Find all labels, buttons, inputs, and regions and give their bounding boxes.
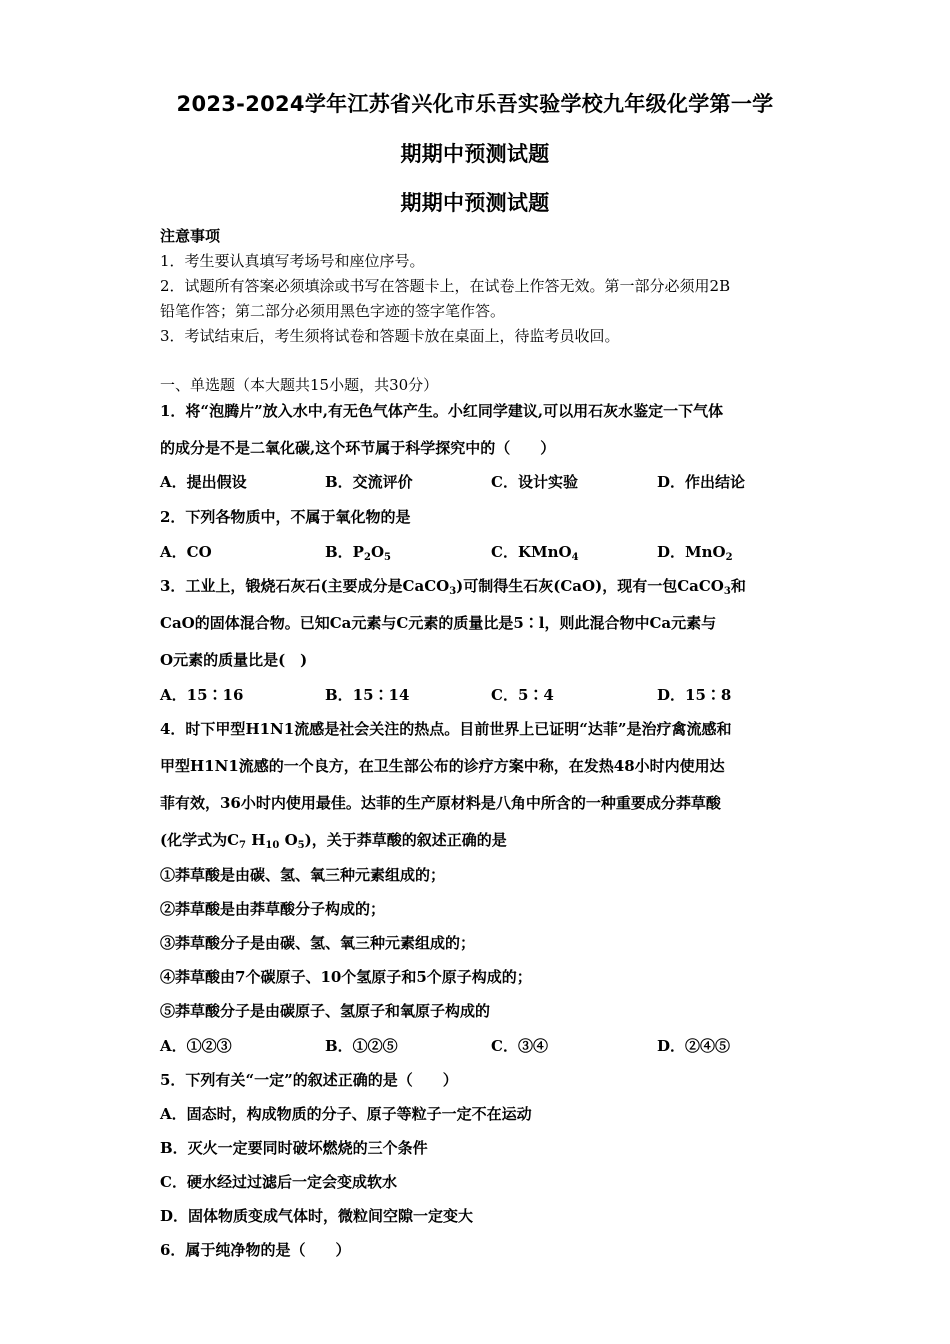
q4-statement-2: ②莽草酸是由莽草酸分子构成的；: [160, 900, 386, 918]
notice-item-2: 2．试题所有答案必须填涂或书写在答题卡上，在试卷上作答无效。第一部分必须用2B: [160, 277, 731, 295]
q2-stem: 2．下列各物质中，不属于氧化物的是: [160, 508, 411, 526]
exam-title-line-1: 2023-2024学年江苏省兴化市乐吾实验学校九年级化学第一学: [176, 92, 774, 116]
q4-stem-line-1: 4．时下甲型H1N1流感是社会关注的热点。目前世界上已证明“达菲”是治疗禽流感和: [160, 720, 732, 738]
q4-formula-line: (化学式为$C_7$ $H_{10}$ $O_5$)，关于莽草酸的叙述正确的是: [160, 831, 507, 851]
q1-option-b: B．交流评价: [325, 473, 413, 491]
q4-statement-5: ⑤莽草酸分子是由碳原子、氢原子和氧原子构成的: [160, 1002, 491, 1020]
q1-option-d: D．作出结论: [657, 473, 746, 491]
section-heading: 一、单选题（本大题共15小题，共30分）: [160, 376, 439, 394]
q4-statement-1: ①莽草酸是由碳、氢、氧三种元素组成的；: [160, 866, 446, 884]
q3-stem-line-3: O元素的质量比是( ): [160, 651, 308, 669]
q6-stem: 6．属于纯净物的是（ ）: [160, 1241, 351, 1259]
q2-option-b: B．$P_2O_5$: [325, 543, 391, 563]
notice-item-1: 1．考生要认真填写考场号和座位序号。: [160, 252, 425, 270]
q4-statement-4: ④莽草酸由7个碳原子、10个氢原子和5个原子构成的；: [160, 968, 532, 986]
q5-stem: 5．下列有关“一定”的叙述正确的是（ ）: [160, 1071, 458, 1089]
notice-item-2-cont: 铅笔作答；第二部分必须用黑色字迹的签字笔作答。: [160, 302, 506, 320]
q4-option-b: B．①②⑤: [325, 1037, 398, 1055]
q5-option-d: D．固体物质变成气体时，微粒间空隙一定变大: [160, 1207, 474, 1225]
q2-option-a: A．CO: [160, 543, 212, 561]
q1-option-c: C．设计实验: [491, 473, 578, 491]
q3-option-d: D．15∶8: [657, 686, 732, 704]
exam-title-line-3: 期期中预测试题: [400, 191, 550, 215]
exam-title-line-2: 期期中预测试题: [400, 142, 550, 166]
q1-option-a: A．提出假设: [160, 473, 247, 491]
q4-option-d: D．②④⑤: [657, 1037, 731, 1055]
q2-option-c: C．KMnO$_4$: [491, 543, 579, 563]
q3-option-b: B．15∶14: [325, 686, 410, 704]
q5-option-c: C．硬水经过过滤后一定会变成软水: [160, 1173, 397, 1191]
q4-option-a: A．①②③: [160, 1037, 232, 1055]
q3-option-a: A．15∶16: [160, 686, 244, 704]
q3-stem-line-2: CaO的固体混合物。已知Ca元素与C元素的质量比是5∶l，则此混合物中Ca元素与: [160, 614, 717, 632]
q4-statement-3: ③莽草酸分子是由碳、氢、氧三种元素组成的；: [160, 934, 476, 952]
q4-stem-line-3: 菲有效，36小时内使用最佳。达菲的生产原材料是八角中所含的一种重要成分莽草酸: [160, 794, 721, 812]
q1-stem-line-2: 的成分是不是二氧化碳,这个环节属于科学探究中的（ ）: [160, 439, 556, 457]
q3-option-c: C．5∶4: [491, 686, 554, 704]
notice-heading: 注意事项: [160, 227, 221, 245]
q5-option-b: B．灭火一定要同时破坏燃烧的三个条件: [160, 1139, 428, 1157]
q3-stem-line-1: 3．工业上，锻烧石灰石(主要成分是CaCO$_3$)可制得生石灰(CaO)，现有一包CaCO$_3$和: [160, 577, 746, 597]
q1-stem-line-1: 1．将“泡腾片”放入水中,有无色气体产生。小红同学建议,可以用石灰水鉴定一下气体: [160, 402, 724, 420]
notice-item-3: 3．考试结束后，考生须将试卷和答题卡放在桌面上，待监考员收回。: [160, 327, 620, 345]
q4-stem-line-2: 甲型H1N1流感的一个良方，在卫生部公布的诊疗方案中称，在发热48小时内使用达: [160, 757, 725, 775]
q4-option-c: C．③④: [491, 1037, 548, 1055]
q2-option-d: D．MnO$_2$: [657, 543, 733, 563]
q5-option-a: A．固态时，构成物质的分子、原子等粒子一定不在运动: [160, 1105, 532, 1123]
